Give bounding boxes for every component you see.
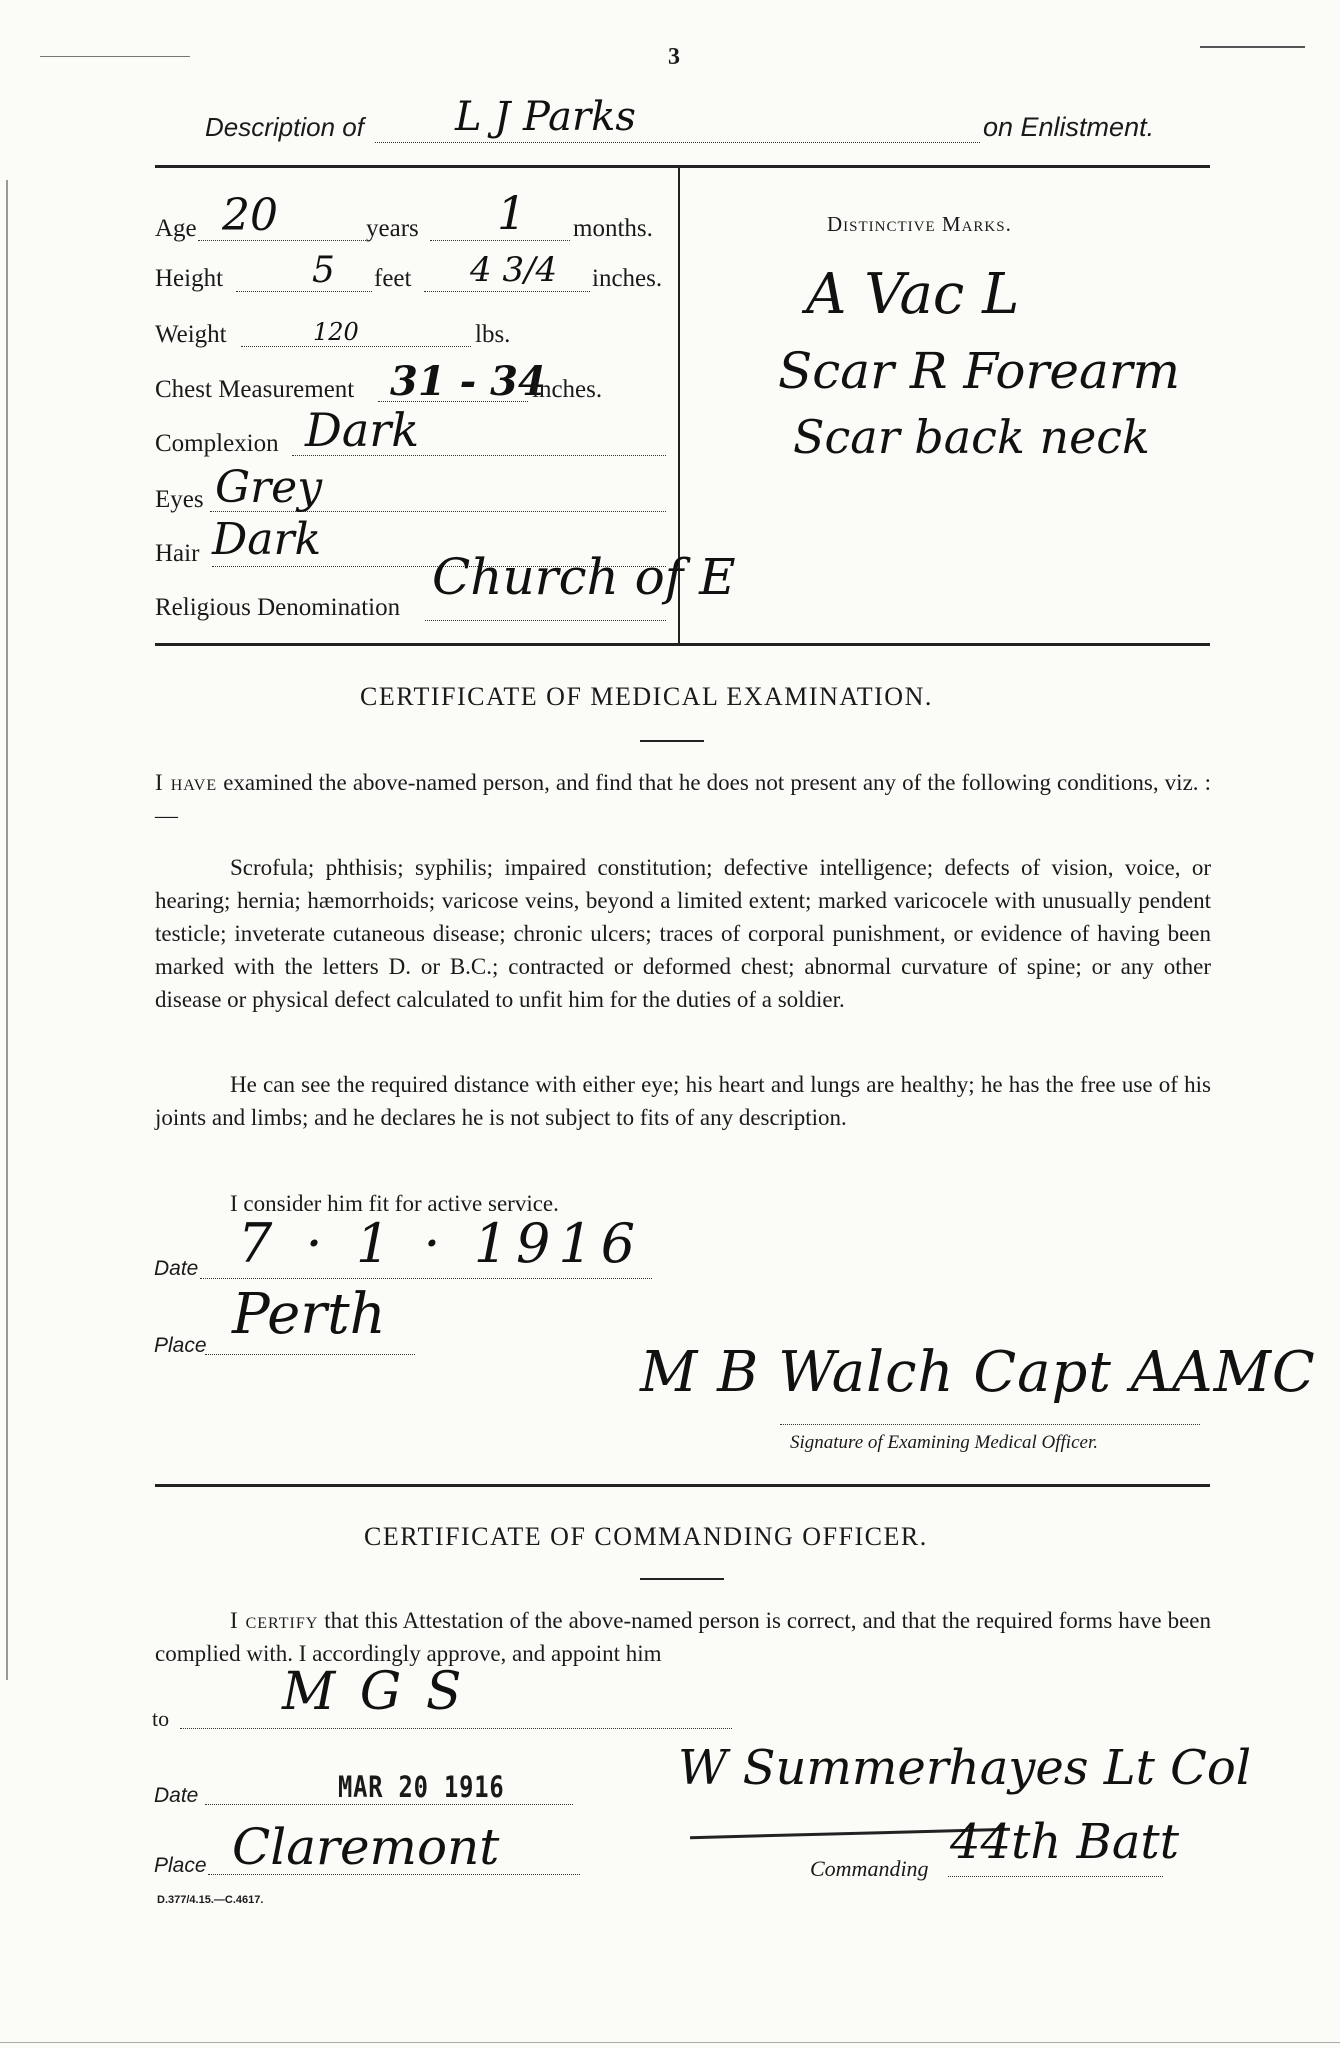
marks-heading: Distinctive Marks. <box>827 212 1012 236</box>
height-label: Height <box>155 265 224 292</box>
medical-signature-caption: Signature of Examining Medical Officer. <box>790 1432 1098 1453</box>
commanding-date-line <box>205 1804 573 1805</box>
years-label: years <box>366 215 419 242</box>
recruit-name: L J Parks <box>455 94 636 140</box>
eyes-label: Eyes <box>155 486 204 513</box>
feet-label: feet <box>374 265 412 292</box>
name-line <box>375 142 980 143</box>
scan-line <box>40 56 190 57</box>
commanding-to-value: M G S <box>282 1662 466 1722</box>
medical-place-label: Place <box>154 1334 207 1357</box>
medical-intro <box>155 766 1211 832</box>
age-months: 1 <box>497 186 527 240</box>
scan-edge <box>0 2042 1340 2043</box>
commanding-to-label: to <box>152 1706 170 1731</box>
months-label: months. <box>573 215 653 242</box>
medical-place-line <box>205 1354 415 1355</box>
weight-line <box>241 346 471 347</box>
commanding-unit-value: 44th Batt <box>950 1814 1180 1870</box>
complexion-value: Dark <box>305 403 420 457</box>
commanding-officer-signature: W Summerhayes Lt Col <box>678 1740 1252 1796</box>
medical-heading: CERTIFICATE OF MEDICAL EXAMINATION. <box>360 682 933 711</box>
medical-heading-underline <box>640 740 704 742</box>
medical-date-label: Date <box>154 1257 199 1280</box>
height-inches: 4 3/4 <box>470 250 558 290</box>
description-bottom-rule <box>155 643 1210 646</box>
chest-value: 31 - 34 <box>390 358 546 405</box>
months-line <box>430 240 570 241</box>
mark-line-3: Scar back neck <box>793 410 1150 464</box>
commanding-date-label: Date <box>154 1784 199 1807</box>
medical-eyes-statement: He can see the required distance with either eye; his heart and lungs are healthy; he has the free use of his joints and limbs; and he declares he is not subject to fits of any description. <box>155 1072 1211 1130</box>
page-number: 3 <box>668 44 680 70</box>
religion-value: Church of E <box>432 548 736 606</box>
religion-label: Religious Denomination <box>155 594 401 621</box>
weight-value: 120 <box>313 318 359 346</box>
mark-line-1: A Vac L <box>806 262 1020 327</box>
medical-bottom-rule <box>155 1484 1210 1487</box>
description-prefix: Description of <box>205 112 364 142</box>
weight-unit: lbs. <box>475 321 511 348</box>
commanding-date-stamp: MAR 20 1916 <box>338 1770 505 1804</box>
commanding-certify-text: that this Attestation of the above-named person is correct, and that the required forms have been complied with. I accordingly approve, and appoint him <box>155 1608 1211 1666</box>
medical-conditions: Scrofula; phthisis; syphilis; impaired constitution; defective intelligence; defects of vision, voice, or hearing; hernia; hæmorrhoids; varicose veins, beyond a limited extent; marked varicocele with unusually pendent testicle; inveterate cutaneous disease; chronic ulcers; traces of corporal punishment, or evidence of having been marked with the letters D. or B.C.; contracted or deformed chest; abnormal curvature of spine; or any other disease or physical defect calculated to unfit him for the duties of a soldier. <box>155 855 1211 1012</box>
commanding-label: Commanding <box>810 1856 929 1881</box>
description-suffix: on Enlistment. <box>983 112 1155 142</box>
commanding-place-label: Place <box>154 1854 207 1877</box>
mark-line-2: Scar R Forearm <box>778 342 1181 400</box>
commanding-place-value: Claremont <box>232 1818 500 1876</box>
chest-unit: inches. <box>532 376 603 403</box>
height-feet-line <box>236 291 372 292</box>
commanding-certify-lead: I certify <box>230 1608 319 1633</box>
religion-line <box>425 620 666 621</box>
commanding-heading-underline <box>640 1578 724 1580</box>
scan-edge <box>6 180 8 1680</box>
commanding-heading: CERTIFICATE OF COMMANDING OFFICER. <box>364 1522 928 1551</box>
complexion-label: Complexion <box>155 430 279 457</box>
eyes-value: Grey <box>215 462 323 513</box>
weight-label: Weight <box>155 321 227 348</box>
medical-date-line <box>200 1278 652 1279</box>
form-code: D.377/4.15.—C.4617. <box>157 1894 264 1906</box>
medical-intro-lead: I have <box>155 770 218 795</box>
hair-value: Dark <box>212 514 322 565</box>
chest-label: Chest Measurement <box>155 376 355 403</box>
medical-signature-line <box>780 1424 1200 1425</box>
hair-label: Hair <box>155 540 200 567</box>
medical-intro-text: examined the above-named person, and find that he does not present any of the following conditions, viz. :— <box>155 770 1211 828</box>
age-years: 20 <box>222 190 278 241</box>
medical-fit-statement: I consider him fit for active service. <box>230 1191 559 1216</box>
height-feet: 5 <box>312 250 335 291</box>
medical-officer-signature: M B Walch Capt AAMC <box>640 1340 1316 1405</box>
height-inches-line <box>424 291 590 292</box>
medical-date-value: 7 · 1 · 1916 <box>238 1212 644 1275</box>
commanding-certify <box>155 1604 1211 1670</box>
commanding-unit-line <box>948 1876 1163 1877</box>
inches-label: inches. <box>592 265 663 292</box>
top-rule <box>155 165 1210 168</box>
commanding-to-line <box>180 1728 732 1729</box>
medical-place-value: Perth <box>232 1282 386 1347</box>
age-label: Age <box>155 215 197 242</box>
scan-line <box>1200 46 1305 48</box>
